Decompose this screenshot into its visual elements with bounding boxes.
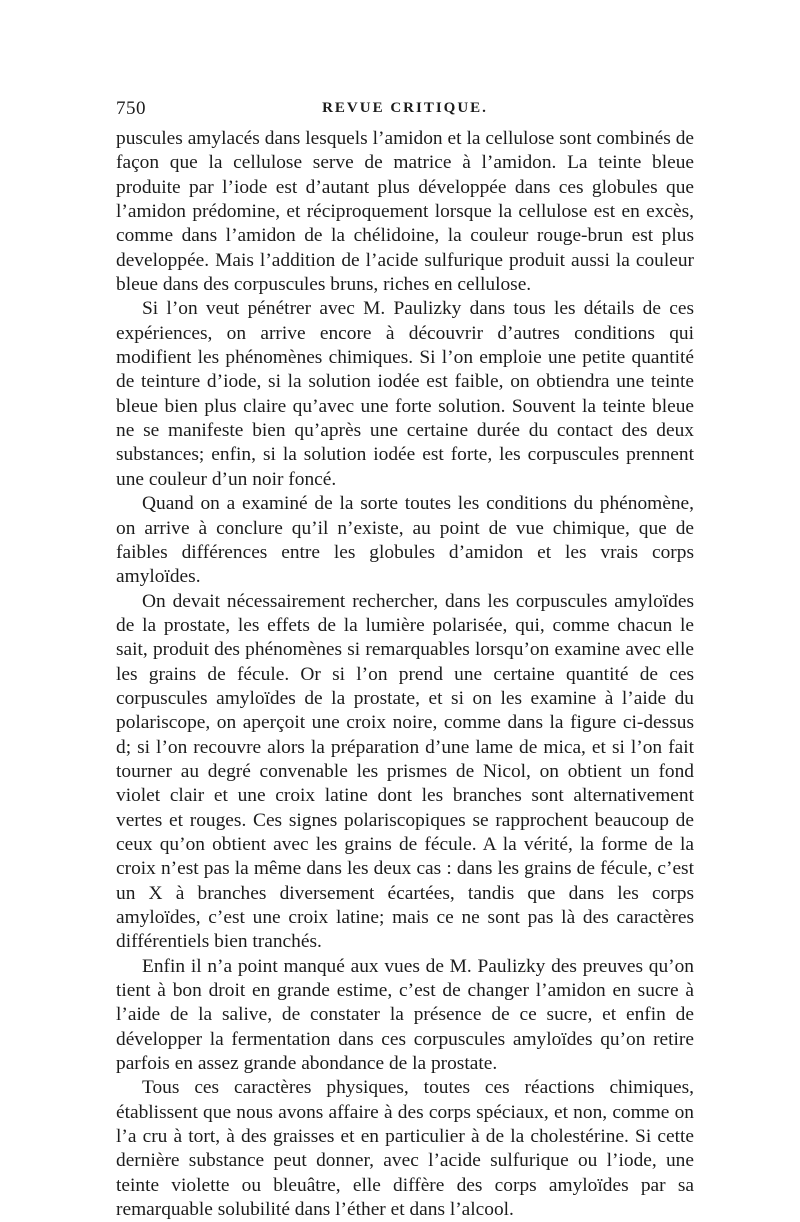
body-text	[116, 127, 694, 1222]
running-head: REVUE CRITIQUE.	[322, 100, 488, 116]
paragraph: Tous ces caractères physiques, toutes ces réactions chimiques, établissent que nous avons affaire à des corps spéciaux, et non, comme on l’a cru à tort, à des graisses et en particulier à de la cholestérine. Si cette dernière substance peut donner, avec l’acide sulfurique ou l’iode, une teinte violette ou bleuâtre, elle diffère des corps amyloïdes par sa remarquable solubilité dans l’éther et dans l’alcool.	[116, 1077, 694, 1221]
paragraph: Enfin il n’a point manqué aux vues de M. Paulizky des preuves qu’on tient à bon droit en grande estime, c’est de changer l’amidon en sucre à l’aide de la salive, de constater la présence de ce sucre, et enfin de développer la fermentation dans ces corpuscules amyloïdes qu’on retire parfois en assez grande abondance de la prostate.	[116, 955, 694, 1075]
paragraph: Si l’on veut pénétrer avec M. Paulizky dans tous les détails de ces expériences, on arrive encore à découvrir d’autres conditions qui modifient les phénomènes chimiques. Si l’on emploie une petite quantité de teinture d’iode, si la solution iodée est faible, on obtiendra une teinte bleue bien plus claire qu’avec une forte solution. Souvent la teinte bleue ne se manifeste bien qu’après une certaine durée du contact des deux substances; enfin, si la solution iodée est forte, les corpuscules prennent une couleur d’un noir foncé.	[116, 298, 694, 490]
page-number: 750	[116, 98, 146, 119]
paragraph: On devait nécessairement rechercher, dans les corpuscules amyloïdes de la prostate, les effets de la lumière polarisée, qui, comme chacun le sait, produit des phénomènes si remarquables lorsqu’on examine avec elle les grains de fécule. Or si l’on prend une certaine quantité de ces corpuscules amyloïdes de la prostate, et si on les examine à l’aide du polariscope, on aperçoit une croix noire, comme dans la figure ci-dessus d; si l’on recouvre alors la préparation d’une lame de mica, et si l’on fait tourner au degré convenable les prismes de Nicol, on obtient un fond violet clair et une croix latine dont les branches sont alternativement vertes et rouges. Ces signes polariscopiques se rapprochent beaucoup de ceux qu’on obtient avec les grains de fécule. A la vérité, la forme de la croix n’est pas la même dans les deux cas : dans les grains de fécule, c’est un X à branches diversement écartées, tandis que dans les corps amyloïdes, c’est une croix latine; mais ce ne sont pas là des caractères différentiels bien tranchés.	[116, 590, 694, 953]
page-header	[116, 98, 694, 124]
paragraph-continuation: puscules amylacés dans lesquels l’amidon et la cellulose sont combinés de façon que la cellulose serve de matrice à l’amidon. La teinte bleue produite par l’iode est d’autant plus développée dans ces globules que l’amidon prédomine, et réciproquement lorsque la cellulose est en excès, comme dans l’amidon de la chélidoine, la couleur rouge-brun est plus developpée. Mais l’addition de l’acide sulfurique produit aussi la couleur bleue dans des corpuscules bruns, riches en cellulose.	[116, 128, 694, 296]
paragraph: Quand on a examiné de la sorte toutes les conditions du phénomène, on arrive à conclure qu’il n’existe, au point de vue chimique, que de faibles différences entre les globules d’amidon et les vrais corps amyloïdes.	[116, 493, 694, 588]
